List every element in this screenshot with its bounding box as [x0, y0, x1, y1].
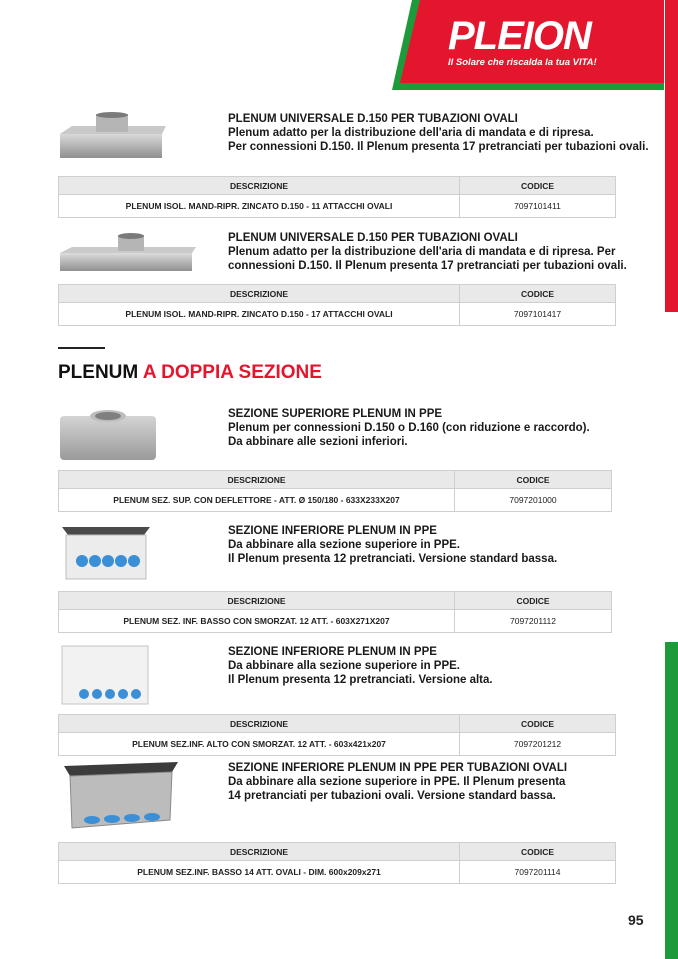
- code-cell: 7097201112: [455, 610, 612, 633]
- side-stripe-red: [665, 0, 678, 312]
- product-info: [228, 112, 649, 154]
- product-desc-line: Il Plenum presenta 12 pretranciati. Versione standard bassa.: [228, 553, 558, 565]
- code-cell: 7097101417: [460, 303, 616, 326]
- product-table: [58, 591, 612, 633]
- product-image-sezione-superiore: [58, 404, 158, 462]
- product-title: SEZIONE SUPERIORE PLENUM IN PPE: [228, 408, 443, 420]
- product-info: [228, 407, 590, 449]
- product-info: [228, 231, 627, 273]
- product-desc-line: Da abbinare alla sezione superiore in PPE. Il Plenum presenta: [228, 776, 566, 788]
- side-stripe-green: [665, 642, 678, 959]
- col-header-description: DESCRIZIONE: [59, 471, 455, 489]
- product-info: [228, 645, 493, 687]
- section-rule: [58, 347, 105, 349]
- product-table: [58, 176, 616, 218]
- col-header-code: CODICE: [455, 592, 612, 610]
- col-header-code: CODICE: [460, 715, 616, 733]
- product-desc-line: Il Plenum presenta 12 pretranciati. Versione alta.: [228, 674, 493, 686]
- col-header-description: DESCRIZIONE: [59, 592, 455, 610]
- product-desc-line: connessioni D.150. Il Plenum presenta 17 pretranciati per tubazioni ovali.: [228, 260, 627, 272]
- section-title: [58, 362, 322, 384]
- code-cell: 7097201212: [460, 733, 616, 756]
- product-image-sezione-inferiore-alta: [58, 644, 152, 706]
- product-table: [58, 470, 612, 512]
- product-table: [58, 284, 616, 326]
- product-info: [228, 524, 557, 566]
- product-table: [58, 842, 616, 884]
- product-table: [58, 714, 616, 756]
- product-title: PLENUM UNIVERSALE D.150 PER TUBAZIONI OVALI: [228, 113, 518, 125]
- product-desc-line: Plenum adatto per la distribuzione dell'aria di mandata e di ripresa.: [228, 127, 594, 139]
- code-cell: 7097101411: [460, 195, 616, 218]
- description-cell: PLENUM SEZ.INF. ALTO CON SMORZAT. 12 ATT. - 603x421x207: [59, 733, 460, 756]
- product-desc-line: Per connessioni D.150. Il Plenum presenta 17 pretranciati per tubazioni ovali.: [228, 141, 649, 153]
- description-cell: PLENUM ISOL. MAND-RIPR. ZINCATO D.150 - 17 ATTACCHI OVALI: [59, 303, 460, 326]
- code-cell: 7097201000: [455, 489, 612, 512]
- product-desc-line: Plenum adatto per la distribuzione dell'aria di mandata e di ripresa. Per: [228, 246, 616, 258]
- description-cell: PLENUM SEZ.INF. BASSO 14 ATT. OVALI - DIM. 600x209x271: [59, 861, 460, 884]
- product-desc-line: Da abbinare alla sezione superiore in PPE.: [228, 660, 460, 672]
- description-cell: PLENUM SEZ. INF. BASSO CON SMORZAT. 12 ATT. - 603X271X207: [59, 610, 455, 633]
- description-cell: PLENUM ISOL. MAND-RIPR. ZINCATO D.150 - 11 ATTACCHI OVALI: [59, 195, 460, 218]
- product-image-sezione-inferiore-bassa: [58, 521, 154, 581]
- col-header-code: CODICE: [455, 471, 612, 489]
- col-header-code: CODICE: [460, 177, 616, 195]
- col-header-code: CODICE: [460, 285, 616, 303]
- section-title-red: A DOPPIA SEZIONE: [142, 362, 322, 383]
- product-title: SEZIONE INFERIORE PLENUM IN PPE: [228, 525, 437, 537]
- product-desc-line: Da abbinare alle sezioni inferiori.: [228, 436, 408, 448]
- brand-tagline: Il Solare che riscalda la tua VITA!: [448, 57, 597, 68]
- product-info: [228, 761, 567, 803]
- col-header-code: CODICE: [460, 843, 616, 861]
- description-cell: PLENUM SEZ. SUP. CON DEFLETTORE - ATT. Ø 150/180 - 633X233X207: [59, 489, 455, 512]
- product-desc-line: 14 pretranciati per tubazioni ovali. Versione standard bassa.: [228, 790, 556, 802]
- product-title: SEZIONE INFERIORE PLENUM IN PPE PER TUBAZIONI OVALI: [228, 762, 568, 774]
- page-number: 95: [628, 912, 644, 928]
- col-header-description: DESCRIZIONE: [59, 715, 460, 733]
- product-image-sezione-inferiore-ovali: [58, 758, 182, 832]
- product-title: SEZIONE INFERIORE PLENUM IN PPE: [228, 646, 437, 658]
- col-header-description: DESCRIZIONE: [59, 177, 460, 195]
- col-header-description: DESCRIZIONE: [59, 285, 460, 303]
- brand-logo: PLEION: [448, 14, 591, 58]
- product-image-plenum-universale-1: [58, 112, 168, 160]
- product-desc-line: Plenum per connessioni D.150 o D.160 (con riduzione e raccordo).: [228, 422, 590, 434]
- col-header-description: DESCRIZIONE: [59, 843, 460, 861]
- product-title: PLENUM UNIVERSALE D.150 PER TUBAZIONI OVALI: [228, 232, 518, 244]
- product-desc-line: Da abbinare alla sezione superiore in PPE.: [228, 539, 460, 551]
- section-title-plain: PLENUM: [58, 362, 139, 383]
- product-image-plenum-universale-2: [58, 233, 198, 273]
- code-cell: 7097201114: [460, 861, 616, 884]
